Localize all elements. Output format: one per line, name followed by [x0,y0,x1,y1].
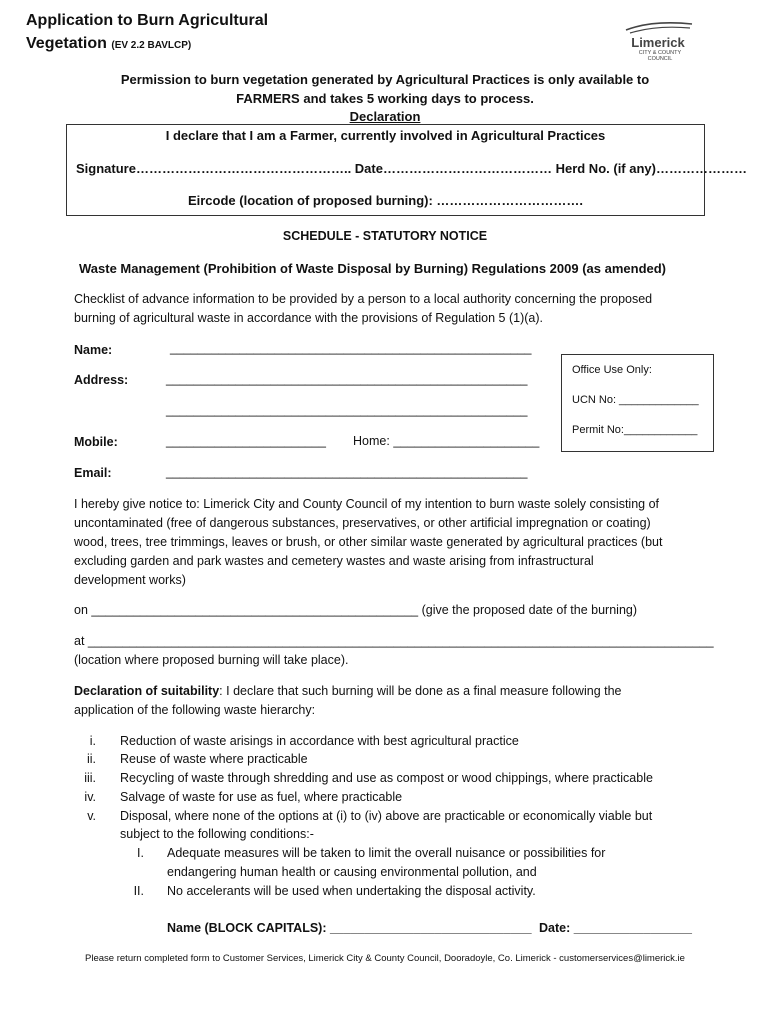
proposed-date-line[interactable]: on _______________________________________________ (give the proposed date of the burning) [74,603,638,617]
list-item: Salvage of waste for use as fuel, where practicable [120,790,403,804]
signoff-date-field[interactable]: Date: _________________ [539,921,692,935]
office-use-heading: Office Use Only: [572,364,652,376]
mobile-label: Mobile: [74,435,118,449]
declaration-heading: Declaration [349,109,421,124]
email-label: Email: [74,466,112,480]
intro-line1: Permission to burn vegetation generated by Agricultural Practices is only available to [120,72,650,87]
suitability-line2: application of the following waste hierarchy: [74,703,316,717]
name-input-line[interactable]: ____________________________________________________ [170,341,532,355]
proposed-location-line[interactable]: at __________________________________________________________________________________________ [74,634,714,648]
list-item-number: i. [89,734,96,748]
notice-line4: excluding garden and park wastes and cemetery wastes and waste arising from infrastructural [74,554,594,568]
condition-number: II. [133,884,144,898]
farmer-declaration-statement: I declare that I am a Farmer, currently involved in Agricultural Practices [165,128,606,143]
notice-line1: I hereby give notice to: Limerick City and County Council of my intention to burn waste solely consisting of [74,497,660,511]
list-item-number: v. [87,809,96,823]
email-input-line[interactable]: ____________________________________________________ [166,465,528,479]
logo-main-text: Limerick [631,35,685,50]
list-item-continuation: subject to the following conditions:- [120,827,314,841]
form-code: (EV 2.2 BAVLCP) [111,40,192,51]
form-title-vegetation: Vegetation [26,35,107,52]
name-label: Name: [74,343,113,357]
regulation-title: Waste Management (Prohibition of Waste Disposal by Burning) Regulations 2009 (as amended) [79,261,667,276]
ucn-number-field: UCN No: _____________ [572,394,699,406]
office-use-box [561,354,714,452]
mobile-input-line[interactable]: _______________________ [166,434,326,448]
checklist-line2: burning of agricultural waste in accordance with the provisions of Regulation 5 (1)(a). [74,311,543,325]
list-item-number: ii. [86,752,96,766]
address-label: Address: [74,373,129,387]
list-item: Reduction of waste arisings in accordance with best agricultural practice [120,734,519,748]
logo-sub-text-2: COUNCIL [647,56,673,62]
signature-date-herd-line[interactable]: Signature………………………………………….. Date………………………………… Herd No. (if any)………………… [76,161,747,176]
list-item-number: iii. [84,771,96,785]
notice-line2: uncontaminated (free of dangerous substances, preservatives, or other artificial impregnation or coating) [74,516,651,530]
permit-number-field: Permit No:____________ [572,424,698,436]
eircode-line[interactable]: Eircode (location of proposed burning): ……………………………. [187,193,584,208]
home-label: Home: [353,434,390,448]
list-item: Disposal, where none of the options at (i) to (iv) above are practicable or economically viable but [120,809,653,823]
condition-item-continuation: endangering human health or causing environmental pollution, and [167,865,537,879]
address-input-line1[interactable]: ____________________________________________________ [166,372,528,386]
form-title-line1: Application to Burn Agricultural [26,12,269,29]
home-phone-field[interactable] [353,434,539,448]
list-item-number: iv. [84,790,96,804]
list-item: Reuse of waste where practicable [120,752,308,766]
condition-item: No accelerants will be used when undertaking the disposal activity. [167,884,536,898]
condition-number: I. [137,846,144,860]
logo-sub-text-1: CITY & COUNTY [638,50,682,56]
location-note: (location where proposed burning will take place). [74,653,349,667]
intro-line2: FARMERS and takes 5 working days to process. [236,91,534,106]
address-input-line2[interactable]: ____________________________________________________ [166,403,528,417]
suitability-bold-label: Declaration of suitability [74,684,220,698]
logo-swoosh-icon [612,20,704,64]
condition-item: Adequate measures will be taken to limit the overall nuisance or possibilities for [167,846,606,860]
suitability-text: : I declare that such burning will be done as a final measure following the [219,684,622,698]
form-title-line2 [26,35,191,53]
block-capitals-name-field[interactable]: Name (BLOCK CAPITALS): _____________________________ [167,921,532,935]
schedule-heading: SCHEDULE - STATUTORY NOTICE [282,229,488,243]
notice-line5: development works) [74,573,186,587]
limerick-council-logo [612,20,704,64]
footer-return-instructions: Please return completed form to Customer Services, Limerick City & County Council, Dooradoyle, Co. Limerick - customerservices@limerick.ie [85,953,685,964]
home-input-line[interactable]: _____________________ [393,434,540,448]
notice-line3: wood, trees, tree trimmings, leaves or brush, or other similar waste generated by agricultural practices (but [74,535,663,549]
list-item: Recycling of waste through shredding and use as compost or wood chippings, where practicable [120,771,653,785]
checklist-line1: Checklist of advance information to be provided by a person to a local authority concerning the proposed [74,292,653,306]
suitability-line1 [74,684,622,698]
